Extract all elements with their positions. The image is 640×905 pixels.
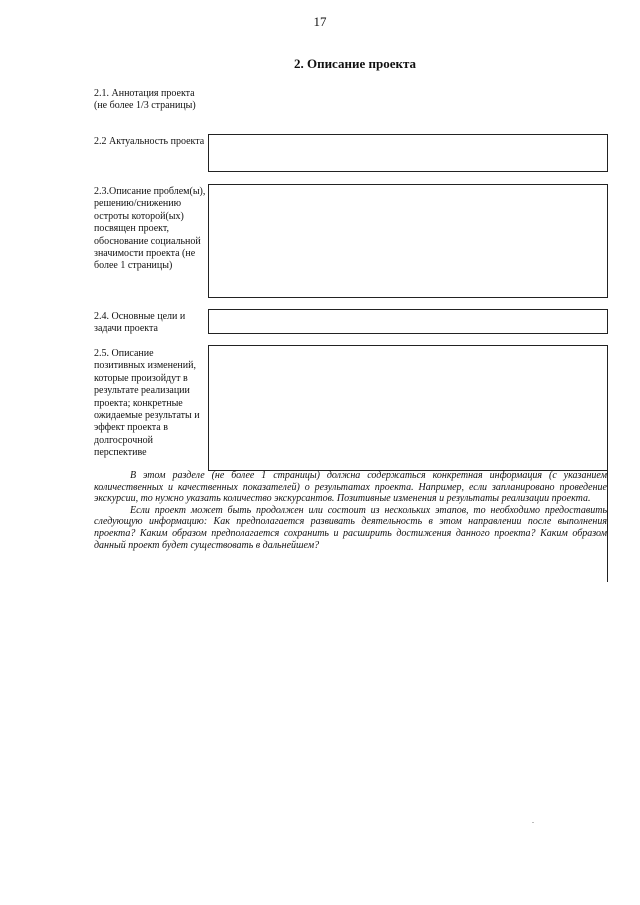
field-label-problem-description: 2.3.Описание проблем(ы), решению/снижению остроты которой(ых) посвящен проект, обоснование социальной значимости проекта (не более 1 страницы) <box>94 186 206 272</box>
relevance-input-box[interactable] <box>208 134 608 172</box>
scan-speck <box>532 822 534 823</box>
page-number: 17 <box>313 14 327 29</box>
field-label-goals: 2.4. Основные цели и задачи проекта <box>94 311 186 335</box>
instructions-paragraph-1: В этом разделе (не более 1 страницы) должна содержаться конкретная информация (с указанием количественных и качественных показателей) о результатах проекта. Например, если запланировано проведение экскурсии, то нужно указать количество экскурсантов. Позитивные изменения и результаты реализации проекта. <box>94 470 607 505</box>
instructions-text <box>94 470 607 551</box>
goals-input-box[interactable] <box>208 309 608 334</box>
section-title: 2. Описание проекта <box>293 56 417 71</box>
positive-changes-input-box[interactable] <box>208 345 608 471</box>
problem-description-input-box[interactable] <box>208 184 608 298</box>
field-label-relevance: 2.2 Актуальность проекта <box>94 136 205 147</box>
field-label-annotation: 2.1. Аннотация проекта (не более 1/3 страницы) <box>94 88 196 112</box>
field-label-positive-changes: 2.5. Описание позитивных изменений, которые произойдут в результате реализации проекта; конкретные ожидаемые результаты и эффект проекта в долгосрочной перспективе <box>94 348 200 459</box>
table-right-border <box>607 470 608 582</box>
instructions-paragraph-2: Если проект может быть продолжен или состоит из нескольких этапов, то необходимо предоставить следующую информацию: Как предполагается развивать деятельность в этом направлении после выполнения проекта? Каким образом предполагается сохранить и расширить достижения данного проекта? Каким образом данный проект будет существовать в дальнейшем? <box>94 504 607 551</box>
